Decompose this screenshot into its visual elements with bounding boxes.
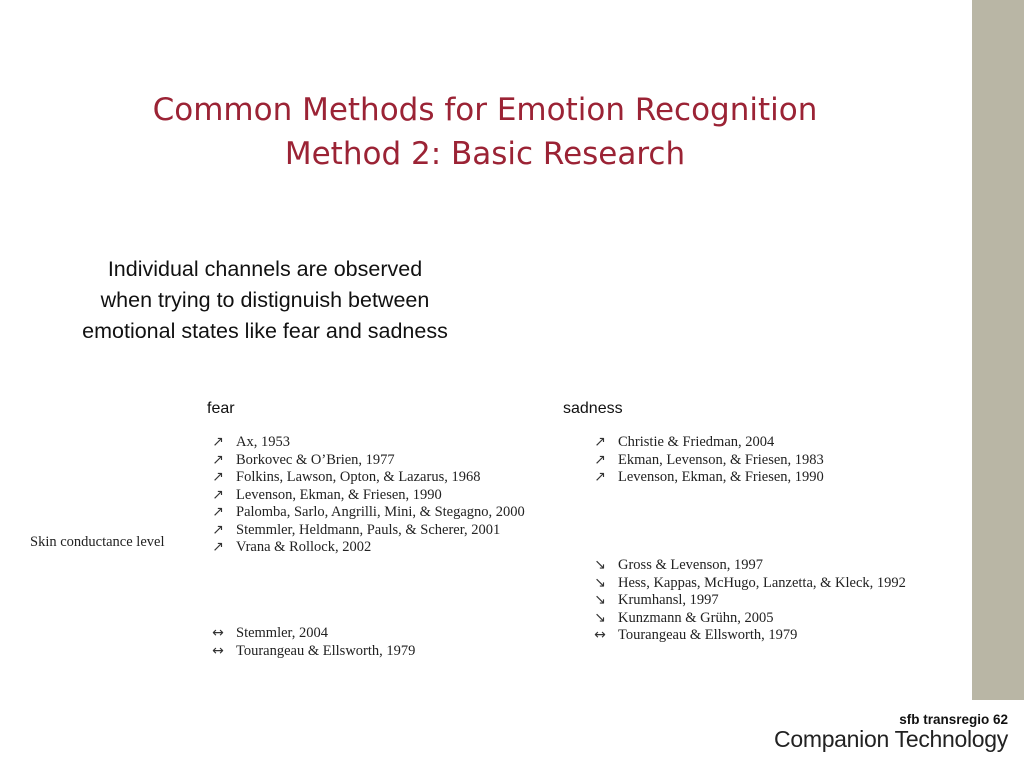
citation-text: Tourangeau & Ellsworth, 1979 bbox=[236, 642, 416, 659]
trend-arrow-icon: ↘ bbox=[594, 557, 606, 573]
citation-text: Krumhansl, 1997 bbox=[618, 592, 719, 608]
slide-title bbox=[60, 88, 910, 176]
footer-org-label: sfb transregio 62 bbox=[899, 712, 1008, 727]
trend-arrow-icon: ↗ bbox=[212, 434, 224, 450]
citation-text: Levenson, Ekman, & Friesen, 1990 bbox=[618, 469, 824, 485]
trend-arrow-icon: ↗ bbox=[594, 434, 606, 450]
footer-brand-label: Companion Technology bbox=[774, 726, 1008, 752]
citation-text: Folkins, Lawson, Opton, & Lazarus, 1968 bbox=[236, 469, 481, 485]
fear-column-header: fear bbox=[207, 400, 235, 417]
trend-arrow-icon: ↘ bbox=[594, 574, 606, 591]
citation-text: Tourangeau & Ellsworth, 1979 bbox=[618, 627, 798, 643]
title-line-1: Common Methods for Emotion Recognition bbox=[152, 92, 818, 128]
trend-arrow-icon: ↔ bbox=[594, 627, 606, 643]
trend-arrow-icon: ↗ bbox=[212, 521, 224, 538]
citation-text: Gross & Levenson, 1997 bbox=[618, 557, 763, 573]
citation-text: Ekman, Levenson, & Friesen, 1983 bbox=[618, 451, 824, 468]
intro-line-2: when trying to distignuish between bbox=[100, 288, 430, 312]
intro-line-3: emotional states like fear and sadness bbox=[82, 319, 448, 343]
trend-arrow-icon: ↗ bbox=[212, 486, 224, 503]
trend-arrow-icon: ↗ bbox=[594, 469, 606, 485]
intro-line-1: Individual channels are observed bbox=[107, 257, 423, 281]
row-label-skin-conductance: Skin conductance level bbox=[30, 534, 165, 550]
side-accent-bar bbox=[972, 0, 1024, 700]
citation-text: Borkovec & O’Brien, 1977 bbox=[236, 451, 395, 468]
sadness-column-header: sadness bbox=[563, 400, 623, 417]
citation-text: Hess, Kappas, McHugo, Lanzetta, & Kleck, 1992 bbox=[618, 574, 906, 591]
citation-text: Palomba, Sarlo, Angrilli, Mini, & Stegagno, 2000 bbox=[236, 504, 525, 520]
citation-text: Levenson, Ekman, & Friesen, 1990 bbox=[236, 486, 442, 503]
trend-arrow-icon: ↔ bbox=[212, 642, 224, 659]
trend-arrow-icon: ↔ bbox=[212, 625, 224, 641]
trend-arrow-icon: ↘ bbox=[594, 592, 606, 608]
trend-arrow-icon: ↘ bbox=[594, 609, 606, 626]
citation-text: Stemmler, 2004 bbox=[236, 625, 329, 641]
trend-arrow-icon: ↗ bbox=[212, 539, 224, 555]
citation-text: Christie & Friedman, 2004 bbox=[618, 434, 775, 450]
trend-arrow-icon: ↗ bbox=[212, 451, 224, 468]
citation-text: Vrana & Rollock, 2002 bbox=[236, 539, 372, 555]
title-line-2: Method 2: Basic Research bbox=[284, 136, 686, 172]
citation-text: Stemmler, Heldmann, Pauls, & Scherer, 2001 bbox=[236, 521, 501, 538]
trend-arrow-icon: ↗ bbox=[212, 469, 224, 485]
citation-text: Kunzmann & Grühn, 2005 bbox=[618, 609, 774, 626]
trend-arrow-icon: ↗ bbox=[594, 451, 606, 468]
trend-arrow-icon: ↗ bbox=[212, 504, 224, 520]
intro-text bbox=[30, 254, 500, 347]
citation-text: Ax, 1953 bbox=[236, 434, 290, 450]
